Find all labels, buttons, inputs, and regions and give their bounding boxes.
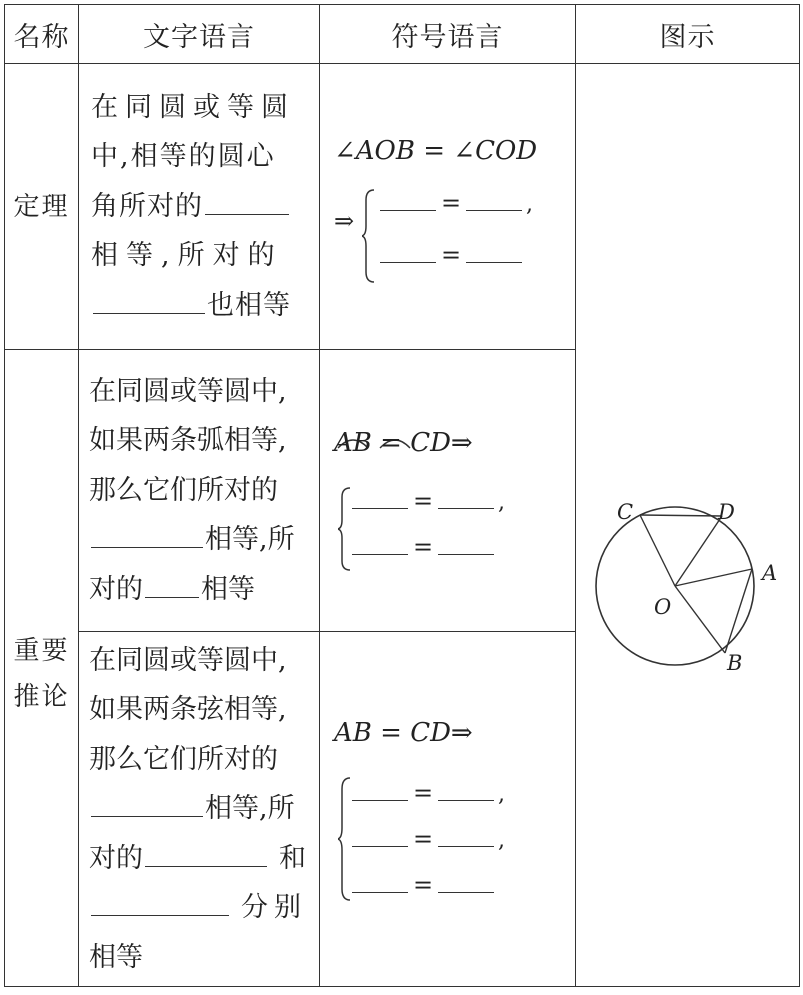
header-figure: 图示 xyxy=(576,5,800,64)
implies-arrow: ⇒ xyxy=(334,207,355,235)
corollary2-text-line-4: 相等,所 xyxy=(205,793,295,825)
figure-cell xyxy=(576,64,800,987)
circle-diagram xyxy=(576,64,800,989)
corollary1-text-line-5: 对的 xyxy=(89,573,143,605)
blank[interactable] xyxy=(438,490,494,509)
corollary-name-line-1: 重要 xyxy=(13,636,70,666)
chord-ab xyxy=(725,569,752,653)
equation-row: = , xyxy=(352,486,505,516)
theorem-premise: ∠AOB = ∠COD xyxy=(334,136,538,166)
equation-row: = , xyxy=(380,188,533,218)
blank[interactable] xyxy=(205,191,289,215)
radius-oa xyxy=(675,569,752,586)
corollary2-symbol xyxy=(320,632,576,987)
corollary2-text-line-6: 和 xyxy=(279,842,306,874)
corollary1-symbol xyxy=(320,350,576,632)
blank[interactable] xyxy=(438,874,494,893)
blank[interactable] xyxy=(352,490,408,509)
equation-row: = xyxy=(352,870,494,900)
corollary2-text-line-8: 相等 xyxy=(89,941,143,973)
equation-row: = , xyxy=(352,778,505,808)
theorem-text-line-3: 角所对的 xyxy=(91,190,203,222)
header-text-language: 文字语言 xyxy=(79,5,320,64)
corollary2-text-line-5: 对的 xyxy=(89,842,143,874)
radius-od xyxy=(675,516,722,586)
corollary1-premise: AB = CD⇒ xyxy=(334,428,473,458)
corollary2-text-line-7: 分别 xyxy=(241,892,307,924)
label-b: B xyxy=(727,651,743,675)
corollary1-text-line-2: 如果两条弧相等, xyxy=(89,425,287,457)
corollary2-text xyxy=(79,632,320,987)
blank[interactable] xyxy=(466,244,522,263)
label-c: C xyxy=(617,500,634,524)
chord-cd xyxy=(640,515,722,516)
blank[interactable] xyxy=(145,843,267,867)
blank[interactable] xyxy=(91,793,203,817)
brace-icon xyxy=(338,776,352,902)
blank[interactable] xyxy=(352,828,408,847)
header-symbol-language: 符号语言 xyxy=(320,5,576,64)
corollary1-text-line-4: 相等,所 xyxy=(205,524,295,556)
blank[interactable] xyxy=(145,574,199,598)
blank[interactable] xyxy=(438,536,494,555)
corollary1-text xyxy=(79,350,320,632)
blank[interactable] xyxy=(91,892,229,916)
equation-row: = xyxy=(352,532,494,562)
corollary2-text-line-1: 在同圆或等圆中, xyxy=(89,644,287,676)
theorem-text-line-4: 相等,所对的 xyxy=(91,240,283,272)
blank[interactable] xyxy=(438,828,494,847)
label-o: O xyxy=(654,595,672,619)
theorem-name: 定理 xyxy=(5,64,79,350)
blank[interactable] xyxy=(352,782,408,801)
header-row xyxy=(5,5,800,64)
theorem-text xyxy=(79,64,320,350)
radius-oc xyxy=(640,515,675,586)
theorem-symbol xyxy=(320,64,576,350)
circle-theorem-table xyxy=(4,4,800,987)
brace-icon xyxy=(338,486,352,572)
label-d: D xyxy=(718,500,735,524)
theorem-row xyxy=(5,64,800,350)
corollary1-text-line-1: 在同圆或等圆中, xyxy=(89,375,287,407)
brace-icon xyxy=(362,188,376,284)
blank[interactable] xyxy=(93,290,205,314)
blank[interactable] xyxy=(380,192,436,211)
blank[interactable] xyxy=(438,782,494,801)
corollary-name-line-2: 推论 xyxy=(13,682,70,712)
blank[interactable] xyxy=(352,536,408,555)
blank[interactable] xyxy=(91,524,203,548)
theorem-text-line-2: 中,相等的圆心 xyxy=(91,141,276,173)
theorem-text-line-5: 也相等 xyxy=(207,289,291,321)
radius-ob xyxy=(675,586,725,653)
equation-row: = xyxy=(380,240,522,270)
blank[interactable] xyxy=(466,192,522,211)
theorem-text-line-1: 在同圆或等圆 xyxy=(91,91,295,123)
corollary1-text-line-6: 相等 xyxy=(201,573,255,605)
corollary2-text-line-2: 如果两条弦相等, xyxy=(89,694,287,726)
equation-row: = , xyxy=(352,824,505,854)
blank[interactable] xyxy=(352,874,408,893)
corollary-name xyxy=(5,350,79,987)
corollary2-text-line-3: 那么它们所对的 xyxy=(89,743,278,775)
corollary2-premise: AB = CD⇒ xyxy=(334,718,473,748)
corollary1-text-line-3: 那么它们所对的 xyxy=(89,474,278,506)
label-a: A xyxy=(762,561,778,585)
header-name: 名称 xyxy=(5,5,79,64)
blank[interactable] xyxy=(380,244,436,263)
